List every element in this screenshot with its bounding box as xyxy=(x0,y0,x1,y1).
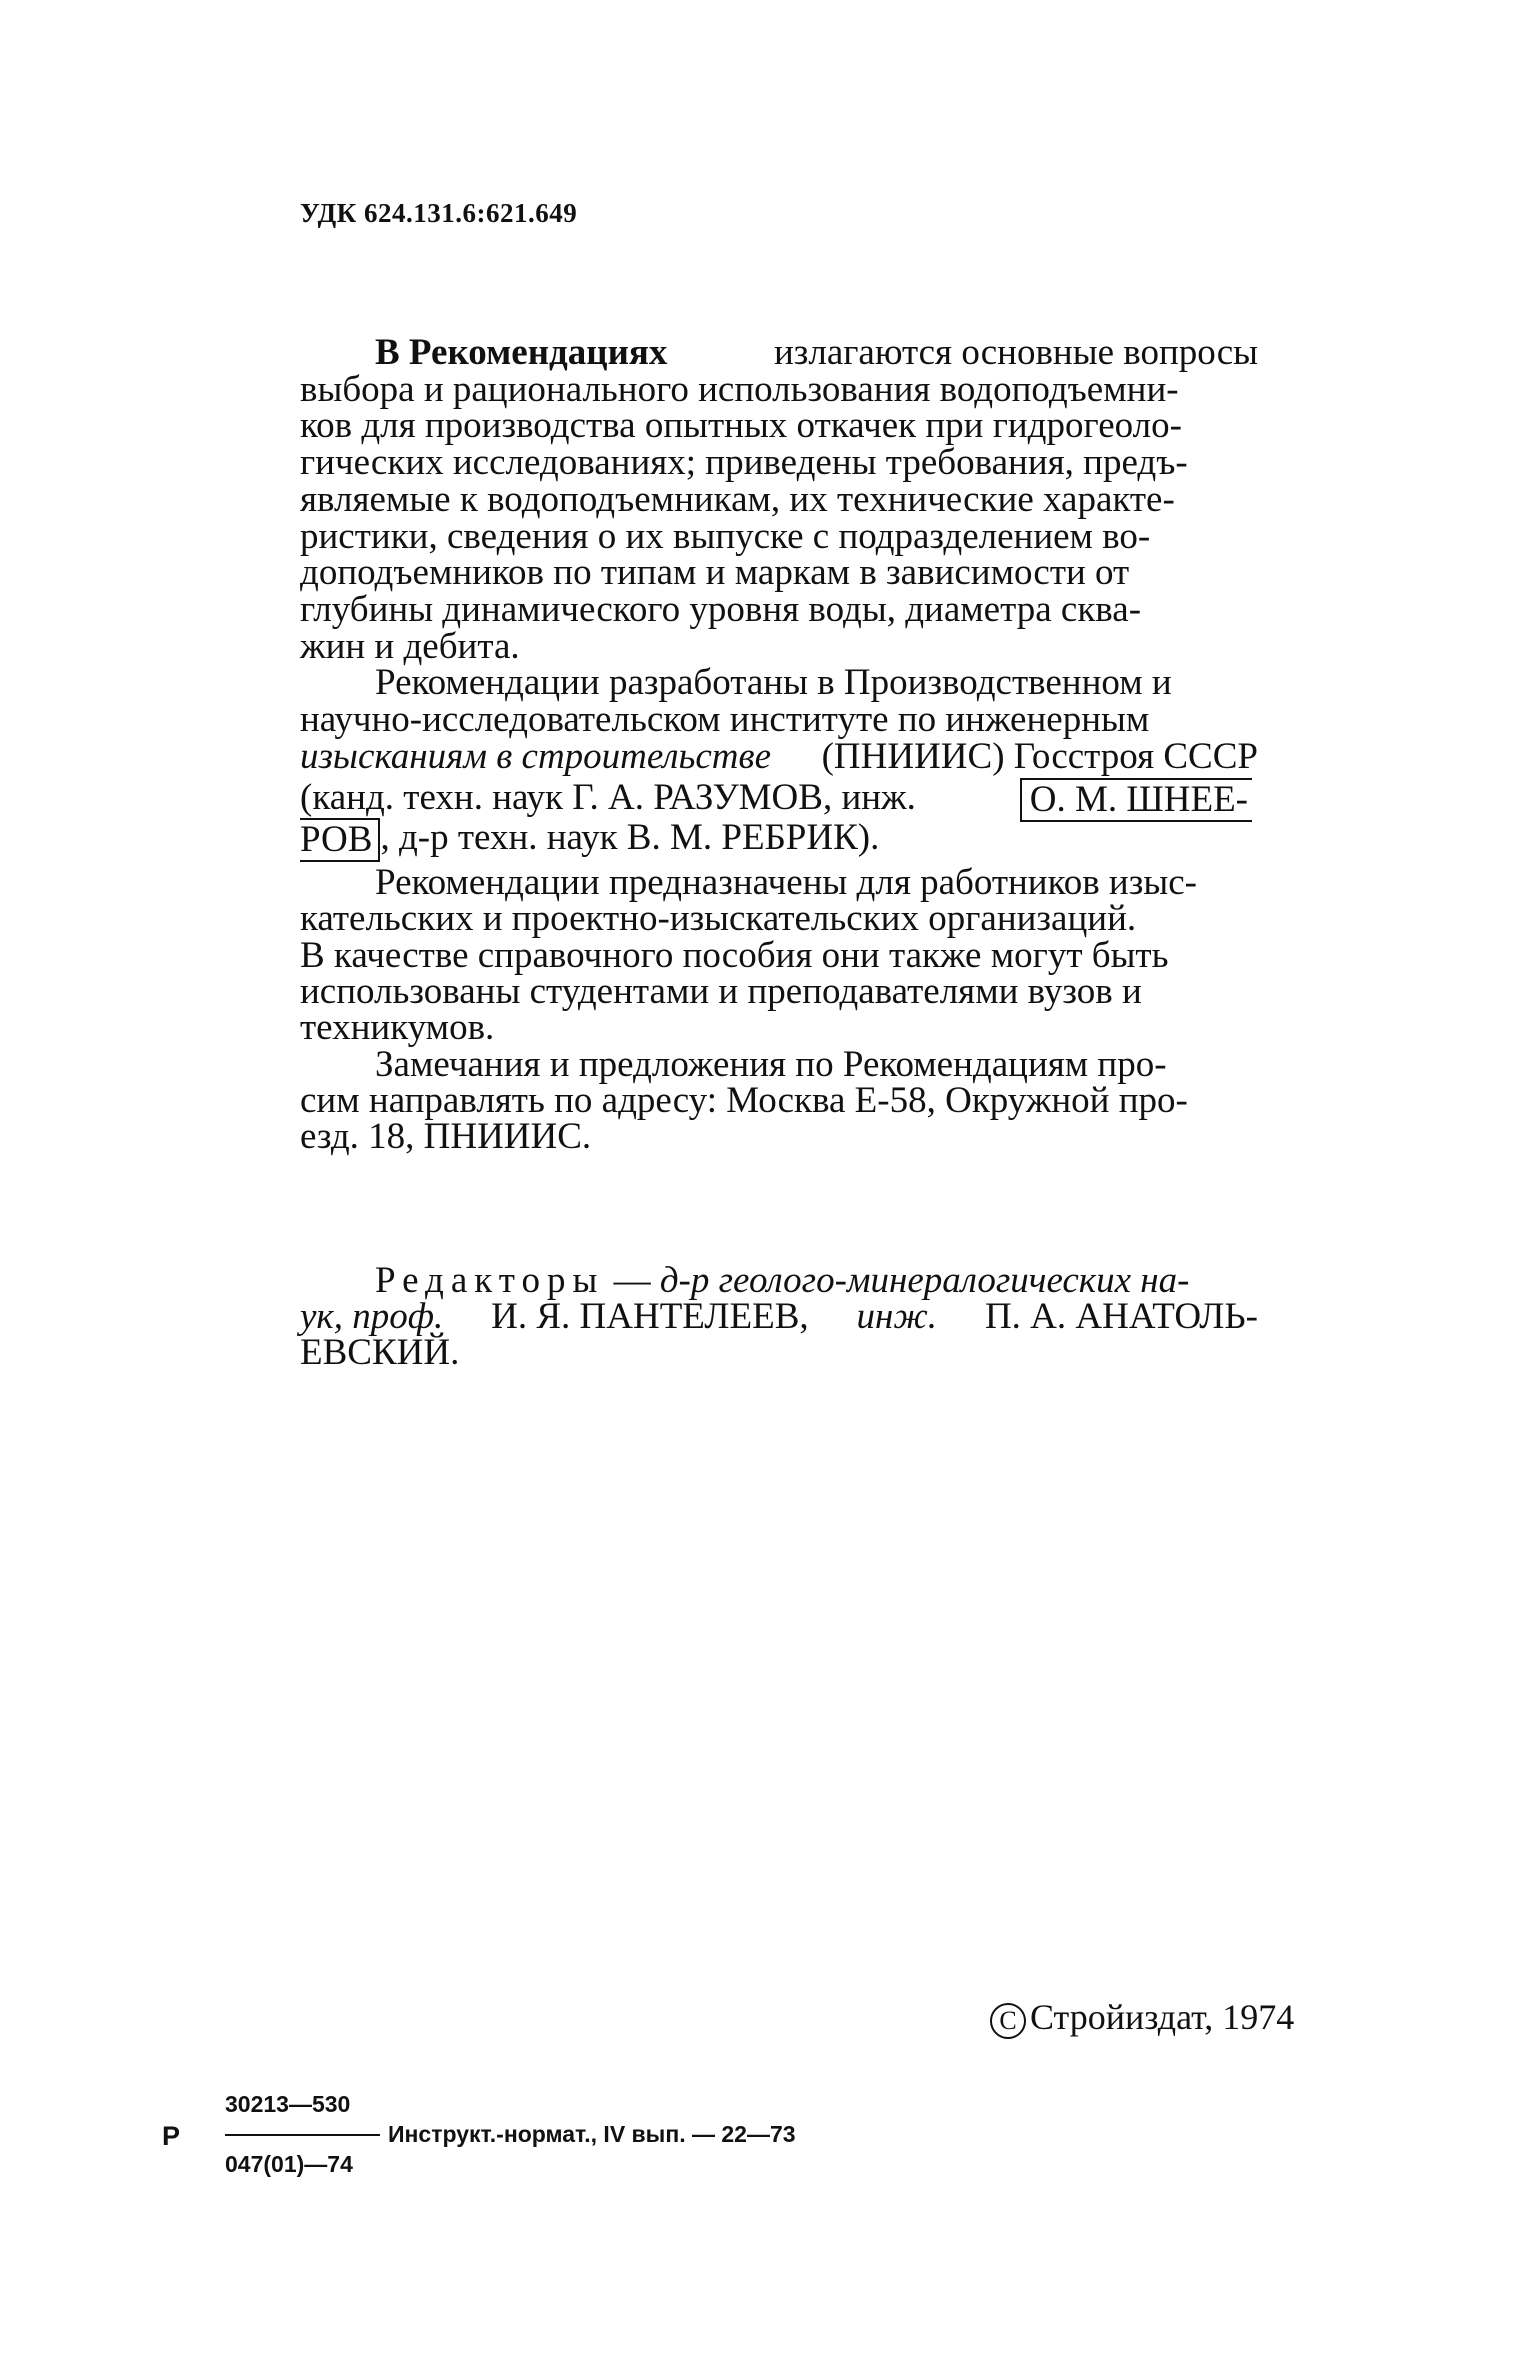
abstract-line xyxy=(300,443,1258,483)
audience-line xyxy=(300,936,1258,976)
editors-dash: — xyxy=(604,1260,660,1301)
contact-text: Замечания и предложения по Рекомендациям про- xyxy=(375,1044,1167,1085)
institute-line xyxy=(300,737,1258,777)
abstract-text: ристики, сведения о их выпуске с подразделением во- xyxy=(300,516,1151,557)
abstract-line xyxy=(300,517,1258,557)
abstract-text: гических исследованиях; приведены требования, предъ- xyxy=(300,442,1188,483)
institute-line xyxy=(300,818,1258,862)
contact-line xyxy=(375,1045,1258,1085)
contact-text: езд. 18, ПНИИИС. xyxy=(300,1116,592,1157)
contact-line xyxy=(300,1117,1258,1157)
institute-line xyxy=(375,663,1258,703)
abstract-text: излагаются основные вопросы xyxy=(773,332,1258,373)
abstract-line xyxy=(375,333,1258,373)
abstract-text: выбора и рационального использования водоподъемни- xyxy=(300,369,1179,410)
audience-text: В качестве справочного пособия они также могут быть xyxy=(300,935,1169,976)
abstract-line xyxy=(300,406,1258,446)
abstract-text: глубины динамического уровня воды, диаметра сква- xyxy=(300,589,1142,630)
abstract-line xyxy=(300,480,1258,520)
abstract-line xyxy=(300,553,1258,593)
editors-text-italic: ук, проф. xyxy=(300,1296,444,1337)
imprint-denominator: 047(01)—74 xyxy=(225,2151,353,2177)
audience-text: кательских и проектно-изыскательских организаций. xyxy=(300,898,1137,939)
imprint-text: Инструкт.-нормат., IV вып. — 22—73 xyxy=(388,2121,796,2147)
udk-code: УДК 624.131.6:621.649 xyxy=(300,198,578,228)
editor-name: П. А. АНАТОЛЬ- xyxy=(984,1296,1258,1337)
institute-text: научно-исследовательском институте по инженерным xyxy=(300,699,1150,740)
audience-text: техникумов. xyxy=(300,1007,495,1048)
audience-line xyxy=(300,972,1258,1012)
abstract-text: жин и дебита. xyxy=(300,626,520,667)
institute-text: (канд. техн. наук Г. А. РАЗУМОВ, инж. xyxy=(300,777,916,818)
abstract-line xyxy=(300,590,1258,630)
imprint-numerator: 30213—530 xyxy=(225,2091,351,2117)
editors-line xyxy=(300,1333,1258,1373)
abstract-line xyxy=(300,627,1258,667)
audience-line xyxy=(375,863,1258,903)
institute-text: (ПНИИИС) Госстроя СССР xyxy=(821,736,1258,777)
editor-name: ЕВСКИЙ. xyxy=(300,1332,460,1373)
editor-name: И. Я. ПАНТЕЛЕЕВ, xyxy=(491,1296,809,1337)
copyright-text: Стройиздат, 1974 xyxy=(1030,1997,1295,2037)
abstract-line xyxy=(300,370,1258,410)
audience-line xyxy=(300,899,1258,939)
editors-text-italic: инж. xyxy=(856,1296,938,1337)
abstract-text: являемые к водоподъемникам, их технические характе- xyxy=(300,479,1175,520)
institute-text-italic: изысканиям в строительстве xyxy=(300,736,771,777)
copyright-icon: C xyxy=(990,2003,1026,2039)
boxed-name: РОВ xyxy=(300,818,380,862)
imprint-letter: Р xyxy=(162,2121,181,2151)
editors-text-italic: д-р геолого-минералогических на- xyxy=(659,1260,1190,1301)
institute-text: , д-р техн. наук В. М. РЕБРИК). xyxy=(380,817,880,858)
audience-text: Рекомендации предназначены для работников изыс- xyxy=(375,862,1197,903)
copyright xyxy=(990,1996,1294,2039)
institute-line xyxy=(300,778,1258,822)
institute-text: Рекомендации разработаны в Производственном и xyxy=(375,662,1172,703)
audience-line xyxy=(300,1008,1258,1048)
institute-line xyxy=(300,700,1258,740)
abstract-text: доподъемников по типам и маркам в зависимости от xyxy=(300,552,1130,593)
abstract-text: ков для производства опытных откачек при гидрогеоло- xyxy=(300,405,1182,446)
abstract-lead: В Рекомендациях xyxy=(375,332,668,373)
editors-label-group xyxy=(375,1261,1189,1301)
boxed-name: О. М. ШНЕЕ- xyxy=(1020,778,1252,822)
editors-line-group xyxy=(300,1297,1258,1337)
audience-text: использованы студентами и преподавателями вузов и xyxy=(300,971,1142,1012)
editors-label: Редакторы xyxy=(375,1260,605,1301)
contact-line xyxy=(300,1081,1258,1121)
editors-line xyxy=(375,1261,1258,1301)
editors-line xyxy=(300,1297,1258,1337)
imprint-fraction-rule xyxy=(225,2134,380,2136)
contact-text: сим направлять по адресу: Москва Е-58, Окружной про- xyxy=(300,1080,1188,1121)
